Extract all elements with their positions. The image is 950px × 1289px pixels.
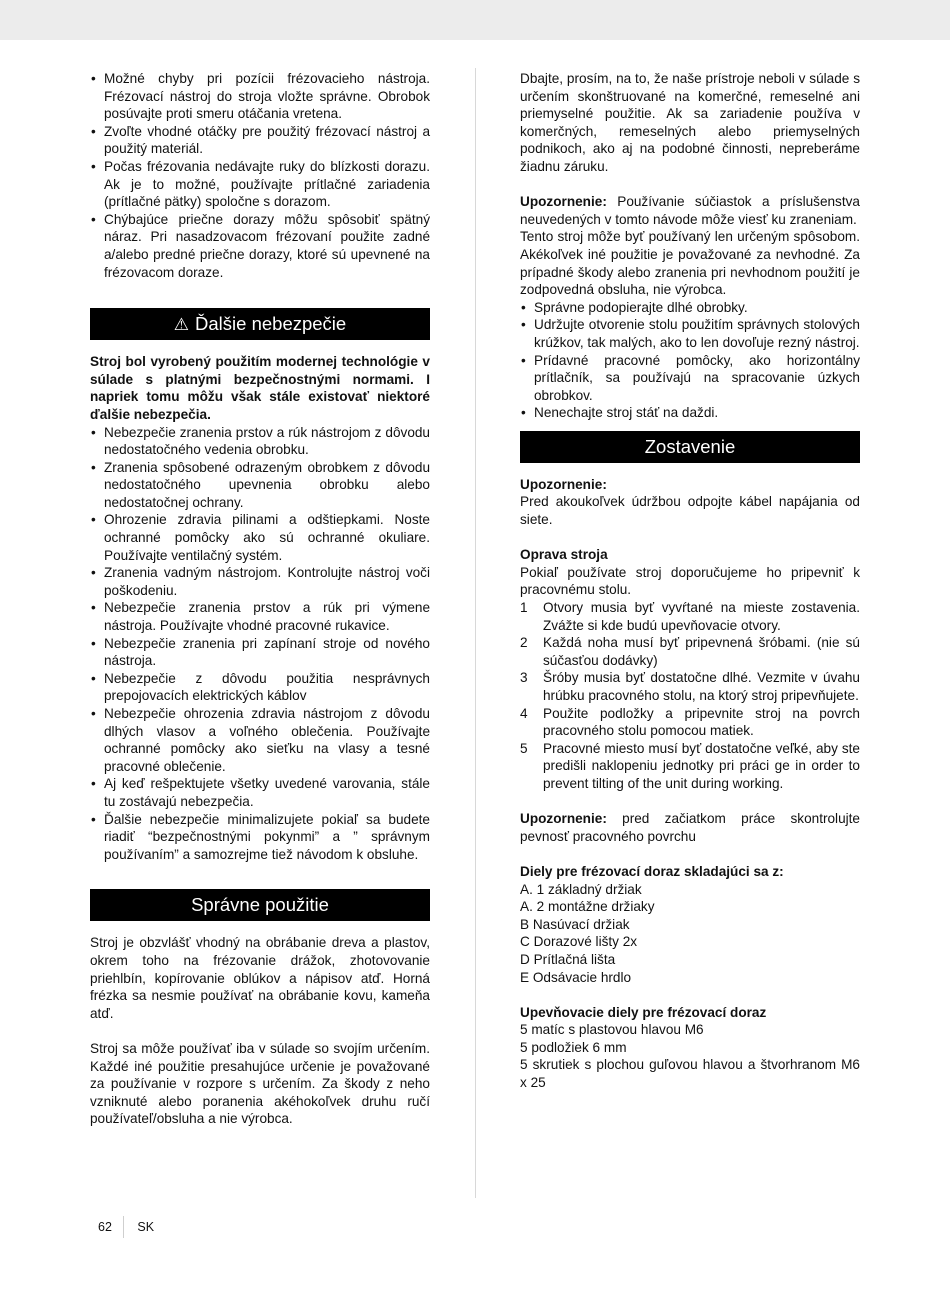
left-column xyxy=(90,70,430,1128)
step-text: Šróby musia byť dostatočne dlhé. Vezmite v úvahu hrúbku pracovného stolu, na ktorý stroj pripevňujete. xyxy=(543,670,860,703)
step-text: Každá noha musí byť pripevnená šróbami. (nie sú súčasťou dodávky) xyxy=(543,635,860,668)
list-item: D Prítlačná lišta xyxy=(520,951,616,967)
list-item: • Nebezpečie z dôvodu použitia nesprávnych prepojovacích elektrických káblov xyxy=(90,670,430,705)
section-heading-usage: Správne použitie xyxy=(90,889,430,921)
list-item: • Nebezpečie zranenia prstov a rúk pri výmene nástroja. Používajte vhodné pracovné rukavice. xyxy=(90,599,430,634)
list-item: • Nebezpečie zranenia pri zapínaní stroje od nového nástroja. xyxy=(90,635,430,670)
list-item: • Správne podopierajte dlhé obrobky. xyxy=(520,299,860,317)
list-item xyxy=(520,669,860,704)
usage-paragraph: Stroj je obzvlášť vhodný na obrábanie dreva a plastov, okrem toho na frézovanie drážok, zhotovovanie priehlbín, kopírovanie oblúkov a nápisov atď. Horná frézka sa nesmie používať na obrábanie kovu, kameňa atď. xyxy=(90,935,430,1021)
list-item: A. 1 základný držiak xyxy=(520,881,642,897)
list-item xyxy=(520,599,860,634)
list-item: • Zvoľte vhodné otáčky pre použitý frézovací nástroj a použitý materiál. xyxy=(90,123,430,158)
list-item xyxy=(520,740,860,793)
page-footer xyxy=(98,1220,154,1234)
list-item xyxy=(520,634,860,669)
assembly-steps xyxy=(520,599,860,793)
list-item: • Nebezpečie zranenia prstov a rúk nástrojom z dôvodu nedostatočného vedenia obrobku. xyxy=(90,424,430,459)
step-number: 1 xyxy=(520,600,528,616)
list-item: 5 podložiek 6 mm xyxy=(520,1039,627,1055)
fixing-parts-list xyxy=(520,1021,860,1091)
hazards-lead: Stroj bol vyrobený použitím modernej technológie v súlade s platnými bezpečnostnými normami. I napriek tomu môžu však stále existovať niektoré ďalšie nebezpečia. xyxy=(90,354,430,422)
top-bar xyxy=(0,0,950,40)
note-text: Používanie súčiastok a príslušenstva neuvedených v tomto návode môže viesť ku zraneniam. xyxy=(520,194,860,227)
note-label: Upozornenie: xyxy=(520,194,607,210)
list-item: B Nasúvací držiak xyxy=(520,916,630,932)
note-text: pred začiatkom práce skontrolujte pevnosť pracovného povrchu xyxy=(520,811,860,844)
intended-use-paragraph: Tento stroj môže byť používaný len určeným spôsobom. Akékoľvek iné použitie je považované za nevhodné. Za prípadné škody alebo zranenia pri nevhodnom použití je zodpovedná obsluha, nie výrobca. xyxy=(520,229,860,298)
fixing-parts-heading: Upevňovacie diely pre frézovací doraz xyxy=(520,1004,767,1020)
list-item: • Ďalšie nebezpečie minimalizujete pokiaľ sa budete riadiť “bezpečnostnými pokynmi” a ” správnym používaním” a samozrejme tiež návodom k obsluhe. xyxy=(90,811,430,864)
note-label: Upozornenie: xyxy=(520,476,607,492)
list-item: • Nebezpečie ohrozenia zdravia nástrojom z dôvodu dlhých vlasov a voľného oblečenia. Používajte ochranné pomôcky ako sieťku na vlasy a tesné pracovné oblečenie. xyxy=(90,705,430,775)
section-heading-text: Ďalšie nebezpečie xyxy=(195,313,347,335)
step-number: 3 xyxy=(520,670,528,686)
column-divider xyxy=(475,68,476,1198)
maintenance-note: Pred akoukoľvek údržbou odpojte kábel napájania od siete. xyxy=(520,494,860,528)
list-item: • Počas frézovania nedávajte ruky do blízkosti dorazu. Ak je to možné, používajte prítlačné zariadenia (prítlačné pätky) spoločne s dorazom. xyxy=(90,158,430,211)
step-text: Otvory musia byť vyvŕtané na mieste zostavenia. Zvážte si kde budú upevňovacie otvory. xyxy=(543,600,860,633)
language-code: SK xyxy=(137,1220,155,1234)
repair-heading: Oprava stroja xyxy=(520,547,608,563)
section-heading-assembly: Zostavenie xyxy=(520,431,860,463)
list-item: • Ohrozenie zdravia pilinami a odštiepkami. Noste ochranné pomôcky ako sú ochranné okuliare. Používajte ventilačný systém. xyxy=(90,511,430,564)
repair-text: Pokiaľ používate stroj doporučujeme ho pripevniť k pracovnému stolu. xyxy=(520,564,860,598)
hazards-list xyxy=(90,424,430,864)
list-item: 5 matíc s plastovou hlavou M6 xyxy=(520,1022,704,1038)
list-item: • Zranenia spôsobené odrazeným obrobkem z dôvodu nedostatočného upevnenia obrobku alebo nedostatočnej ochrany. xyxy=(90,459,430,512)
list-item: C Dorazové lišty 2x xyxy=(520,934,638,950)
list-item: • Možné chyby pri pozícii frézovacieho nástroja. Frézovací nástroj do stroja vložte správne. Obrobok posúvajte proti smeru otáčania vretena. xyxy=(90,70,430,123)
usage-paragraph: Stroj sa môže používať iba v súlade so svojím určením. Každé iné použitie presahujúce určenie je považované za používanie v rozpore s určením. Za škody z neho vzniknuté alebo poranenia akéhokoľvek druhu ručí používateľ/obsluha a nie výrobca. xyxy=(90,1040,430,1127)
step-number: 4 xyxy=(520,705,528,721)
intro-bullet-list xyxy=(90,70,430,281)
list-item: • Udržujte otvorenie stolu použitím správnych stolových krúžkov, tak malých, ako to len dovoľuje rezný nástroj. xyxy=(520,316,860,351)
step-number: 5 xyxy=(520,740,528,756)
step-number: 2 xyxy=(520,635,528,651)
section-heading-hazards xyxy=(90,308,430,340)
commercial-use-paragraph: Dbajte, prosím, na to, že naše prístroje neboli v súlade s určením skonštruované na komerčné, remeselné ani priemyselné použitie. Ak sa zariadenie používa v komerčných, remeselných alebo priemyselných podnikoch, ako aj na podobné činnosti, nepreberáme žiadnu záruku. xyxy=(520,71,860,174)
list-item: • Zranenia vadným nástrojom. Kontrolujte nástroj voči poškodeniu. xyxy=(90,564,430,599)
step-text: Pracovné miesto musí byť dostatočne veľké, aby ste predišli naklopeniu jednotky pri práci ge in order to prevent tilting of the unit during working. xyxy=(543,740,860,791)
note-label: Upozornenie: xyxy=(520,811,607,827)
right-column xyxy=(520,70,860,1092)
parts-heading: Diely pre frézovací doraz skladajúci sa z: xyxy=(520,863,784,879)
warning-triangle-icon: ⚠ xyxy=(173,315,190,335)
list-item: • Prídavné pracovné pomôcky, ako horizontálny prítlačník, sa používajú na spracovanie úzkych obrobkov. xyxy=(520,352,860,405)
safety-bullet-list xyxy=(520,299,860,422)
list-item: 5 skrutiek s plochou guľovou hlavou a štvorhranom M6 x 25 xyxy=(520,1057,860,1091)
list-item: A. 2 montážne držiaky xyxy=(520,899,655,915)
list-item: E Odsávacie hrdlo xyxy=(520,969,632,985)
step-text: Použite podložky a pripevnite stroj na povrch pracovného stolu pomocou matiek. xyxy=(543,705,860,739)
surface-note xyxy=(520,810,860,845)
page-number: 62 xyxy=(98,1220,112,1234)
list-item: • Aj keď rešpektujete všetky uvedené varovania, stále tu zostávajú nebezpečia. xyxy=(90,775,430,810)
parts-list xyxy=(520,881,860,987)
list-item: • Chýbajúce priečne dorazy môžu spôsobiť spätný náraz. Pri nasadzovacom frézovaní použite zadné a/alebo predné priečne dorazy, ktoré sú upevnené na frézovacom doraze. xyxy=(90,211,430,281)
list-item: • Nenechajte stroj stáť na daždi. xyxy=(520,404,860,422)
footer-divider xyxy=(123,1216,124,1238)
list-item xyxy=(520,705,860,740)
accessory-note xyxy=(520,193,860,228)
